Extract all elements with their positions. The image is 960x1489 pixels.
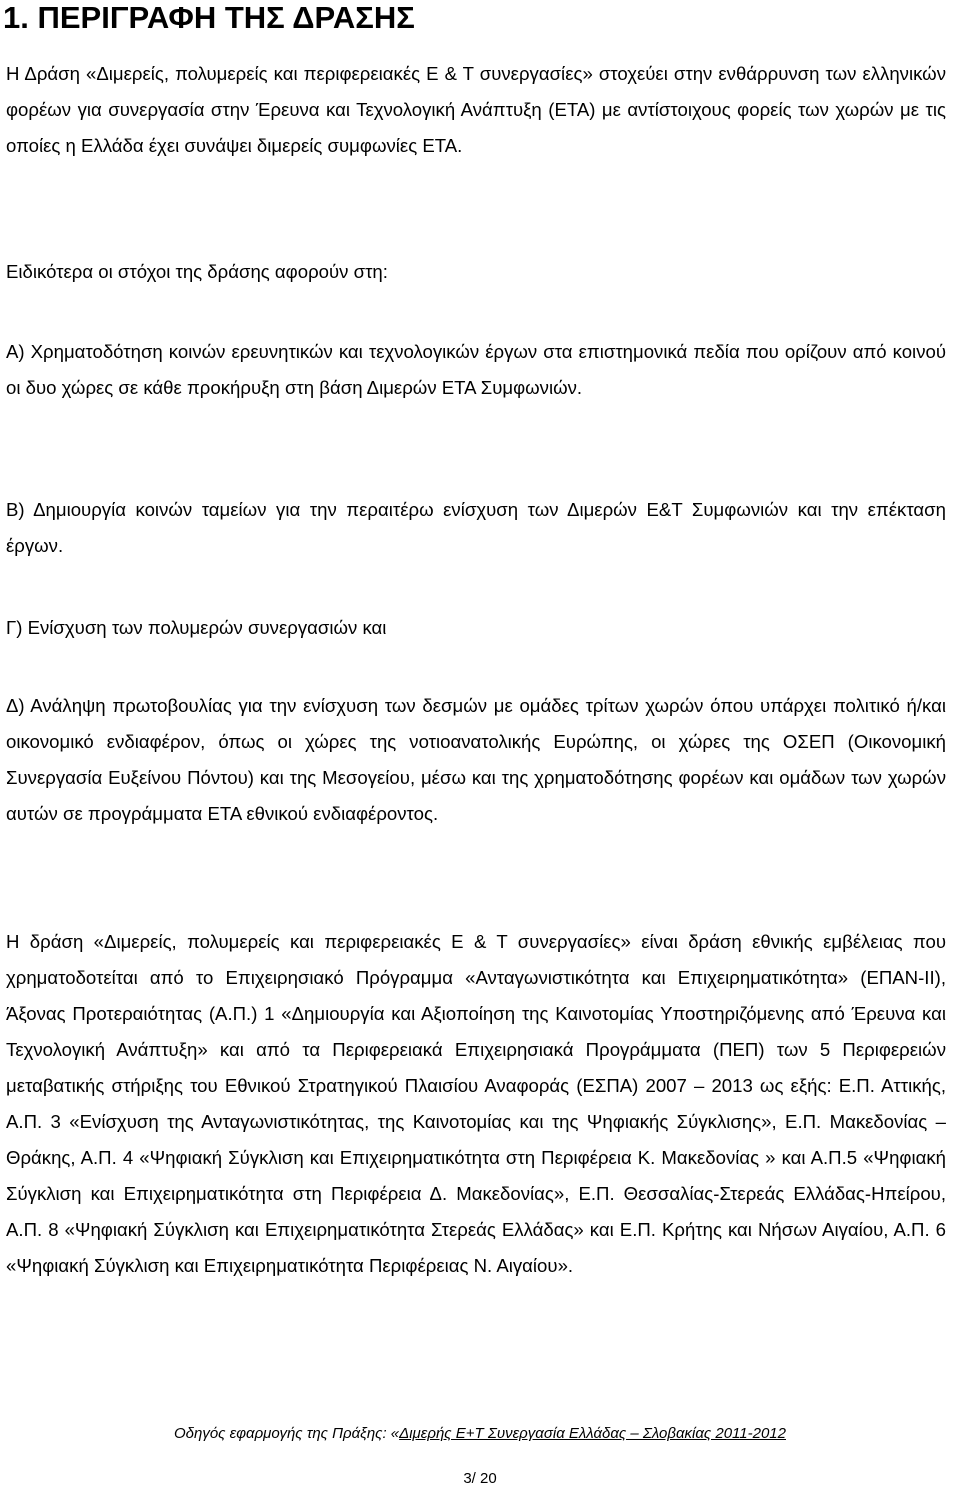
page-number: 3/ 20 — [463, 1470, 497, 1487]
paragraph-objective-b: Β) Δημιουργία κοινών ταμείων για την περαιτέρω ενίσχυση των Διμερών Ε&Τ Συμφωνιών και την επέκταση έργων. — [6, 499, 946, 556]
footer-guide-title — [0, 1424, 960, 1444]
paragraph-objective-c: Γ) Ενίσχυση των πολυμερών συνεργασιών και — [6, 617, 387, 638]
section-heading: 1. ΠΕΡΙΓΡΑΦΗ ΤΗΣ ΔΡΑΣΗΣ — [3, 0, 415, 35]
footer-prefix: Οδηγός εφαρμογής της Πράξης: « — [174, 1425, 400, 1442]
paragraph-intro: Η Δράση «Διμερείς, πολυμερείς και περιφερειακές Ε & Τ συνεργασίες» στοχεύει στην ενθάρρυνση των ελληνικών φορέων για συνεργασία στην Έρευνα και Τεχνολογική Ανάπτυξη (ΕΤΑ) με αντίστοιχους φορείς των χωρών με τις οποίες η Ελλάδα έχει συνάψει διμερείς συμφωνίες ΕΤΑ. — [6, 63, 946, 156]
paragraph-objectives-intro: Ειδικότερα οι στόχοι της δράσης αφορούν στη: — [6, 261, 388, 282]
paragraph-objective-a: Α) Χρηματοδότηση κοινών ερευνητικών και τεχνολογικών έργων στα επιστημονικά πεδία που ορίζουν από κοινού οι δυο χώρες σε κάθε προκήρυξη στη βάση Διμερών ΕΤΑ Συμφωνιών. — [6, 341, 946, 398]
footer-title: Διμερής Ε+Τ Συνεργασία Ελλάδας – Σλοβακίας 2011-2012 — [399, 1425, 786, 1442]
paragraph-objective-d: Δ) Ανάληψη πρωτοβουλίας για την ενίσχυση των δεσμών με ομάδες τρίτων χωρών όπου υπάρχει πολιτικό ή/και οικονομικό ενδιαφέρον, όπως οι χώρες της νοτιοανατολικής Ευρώπης, οι χώρες της ΟΣΕΠ (Οικονομική Συνεργασία Ευξείνου Πόντου) και της Μεσογείου, μέσω και της χρηματοδότησης φορέων και ομάδων των χωρών αυτών σε προγράμματα ΕΤΑ εθνικού ενδιαφέροντος. — [6, 695, 946, 824]
paragraph-funding: Η δράση «Διμερείς, πολυμερείς και περιφερειακές Ε & Τ συνεργασίες» είναι δράση εθνικής εμβέλειας που χρηματοδοτείται από το Επιχειρησιακό Πρόγραμμα «Ανταγωνιστικότητα και Επιχειρηματικότητα» (ΕΠΑΝ-ΙΙ), Άξονας Προτεραιότητας (Α.Π.) 1 «Δημιουργία και Αξιοποίηση της Καινοτομίας Υποστηριζόμενης από Έρευνα και Τεχνολογική Ανάπτυξη» και από τα Περιφερειακά Επιχειρησιακά Προγράμματα (ΠΕΠ) των 5 Περιφερειών μεταβατικής στήριξης του Εθνικού Στρατηγικού Πλαισίου Αναφοράς (ΕΣΠΑ) 2007 – 2013 ως εξής: Ε.Π. Αττικής, Α.Π. 3 «Ενίσχυση της Ανταγωνιστικότητας, της Καινοτομίας και της Ψηφιακής Σύγκλισης», Ε.Π. Μακεδονίας – Θράκης, Α.Π. 4 «Ψηφιακή Σύγκλιση και Επιχειρηματικότητα στη Περιφέρεια Κ. Μακεδονίας » και Α.Π.5 «Ψηφιακή Σύγκλιση και Επιχειρηματικότητα στη Περιφέρεια Δ. Μακεδονίας», Ε.Π. Θεσσαλίας-Στερεάς Ελλάδας-Ηπείρου, Α.Π. 8 «Ψηφιακή Σύγκλιση και Επιχειρηματικότητα Στερεάς Ελλάδας» και Ε.Π. Κρήτης και Νήσων Αιγαίου, Α.Π. 6 «Ψηφιακή Σύγκλιση και Επιχειρηματικότητα Περιφέρειας Ν. Αιγαίου». — [6, 931, 946, 1276]
